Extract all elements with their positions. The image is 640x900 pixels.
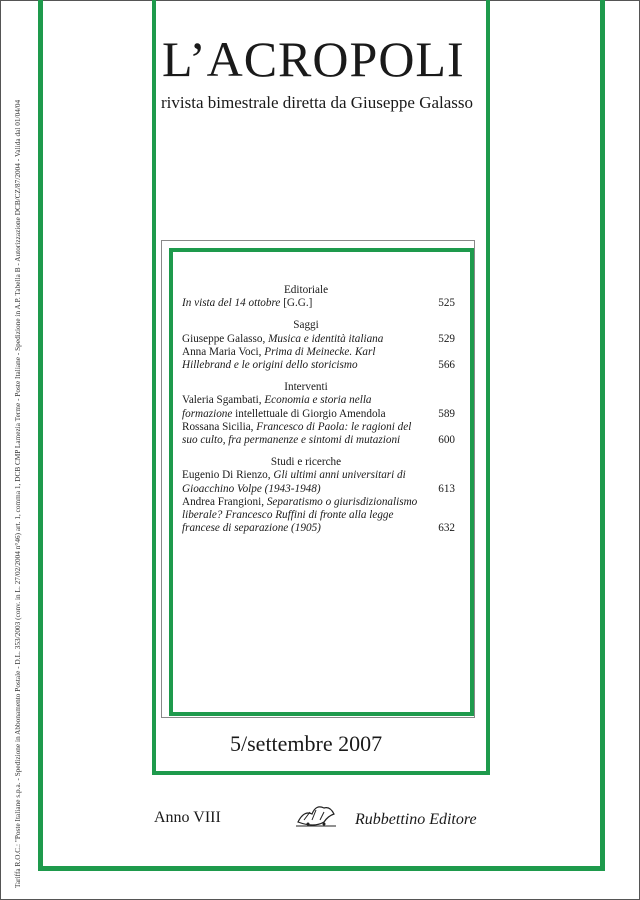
page-number: 589 — [438, 407, 455, 420]
issue-number: 5/settembre 2007 — [230, 731, 383, 756]
page-number: 600 — [438, 434, 455, 447]
section-heading: Editoriale — [283, 284, 329, 296]
toc-entry: Valeria Sgambati, Economia e storia nella formazione intellettuale di Giorgio Amendola 589 — [182, 394, 455, 420]
page-number: 632 — [438, 522, 455, 535]
page-number: 529 — [438, 332, 455, 345]
toc-entry: Anna Maria Voci, Prima di Meinecke. Karl Hillebrand e le origini dello storicismo 566 — [182, 345, 455, 372]
magazine-title: L’ACROPOLI — [162, 31, 465, 87]
toc-entry: Rossana Sicilia, Francesco di Paola: le ragioni del suo culto, fra permanenze e sintomi di mutazioni 600 — [182, 420, 455, 447]
section-heading: Interventi — [284, 381, 328, 394]
toc-entry: Giuseppe Galasso, Musica e identità italiana 529 — [182, 332, 455, 345]
publisher-name: Rubbettino Editore — [355, 811, 477, 828]
toc-entry: Andrea Frangioni, Separatismo o giurisdizionalismo liberale? Francesco Ruffini di fronte alla legge francese di separazione (1905) 632 — [182, 495, 455, 535]
postal-sidebar-text: Tariffa R.O.C.: "Poste Italiane s.p.a. - Spedizione in Abbonamento Postale - D.L. 353/2003 (conv. in L. 27/02/2004 n°46) art. 1, comma 1, DCB CMP Lamezia Terme - Poste Italiane - Spedizione in A.P. Tabella B - Autorizzazione DCB/CZ/87/2004 - Valida dal 01/04/04 — [14, 99, 22, 888]
magazine-subtitle: rivista bimestrale diretta da Giuseppe Galasso — [161, 93, 474, 112]
volume-year: Anno VIII — [154, 809, 221, 826]
table-of-contents — [182, 284, 455, 535]
page-number: 566 — [438, 359, 455, 372]
page-number: 525 — [438, 297, 455, 310]
section-heading: Saggi — [293, 319, 319, 332]
page-number: 613 — [438, 482, 455, 495]
toc-entry: In vista del 14 ottobre [G.G.] 525 — [182, 297, 455, 310]
toc-entry: Eugenio Di Rienzo, Gli ultimi anni universitari di Gioacchino Volpe (1943-1948) 613 — [182, 469, 455, 495]
section-heading: Studi e ricerche — [270, 456, 342, 469]
publisher-logo-icon — [294, 800, 338, 830]
